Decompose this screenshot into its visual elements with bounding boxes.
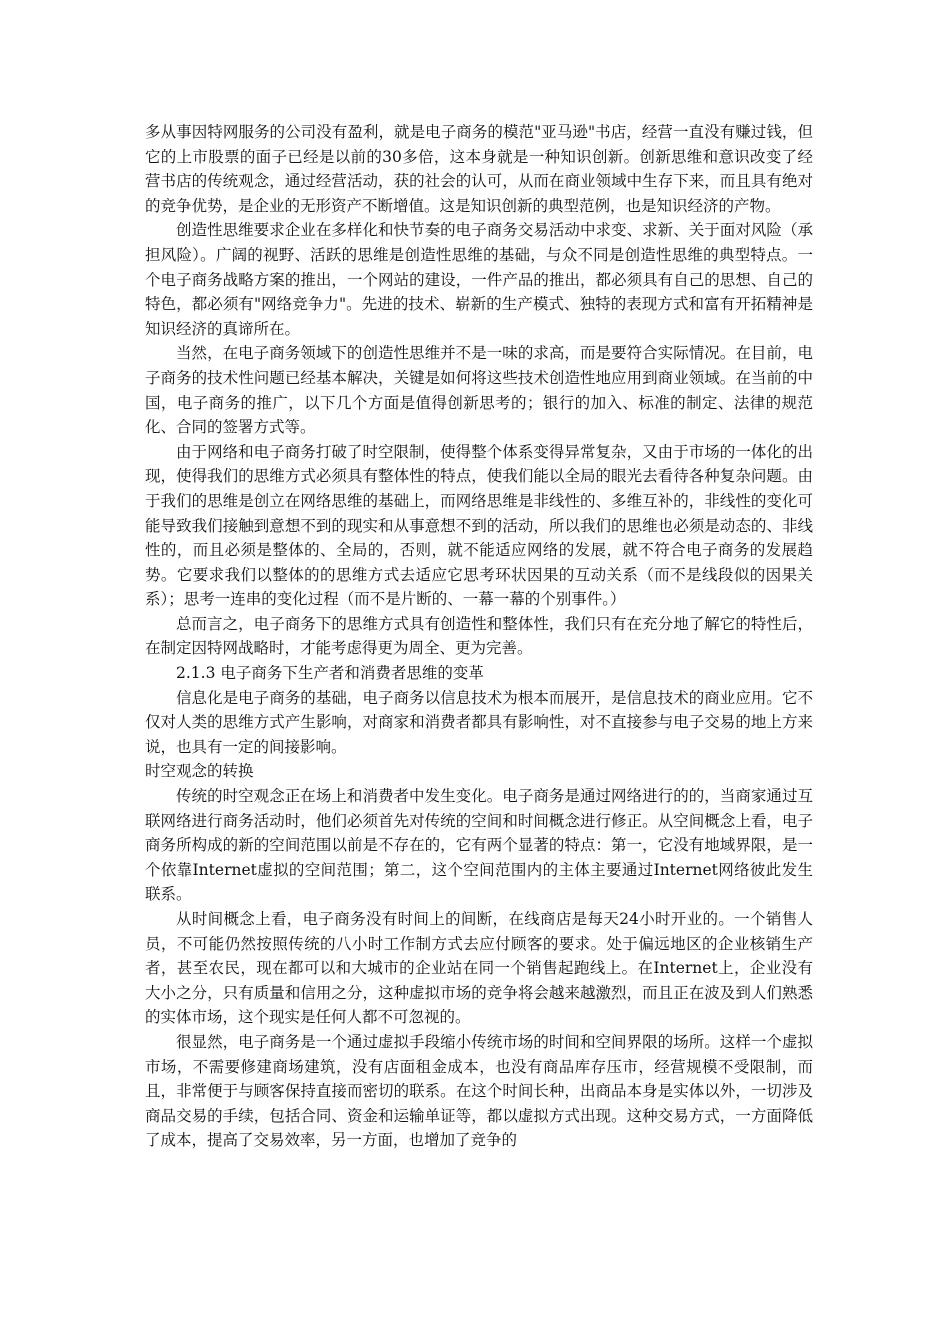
subheading-time-space: 时空观念的转换 bbox=[145, 762, 254, 781]
paragraph-virtual-market: 很显然，电子商务是一个通过虚拟手段缩小传统市场的时间和空间界限的场所。这样一个虚拟市场，不需要修建商场建筑，没有店面租金成本，也没有商品库存压市，经营规模不受限制，而且，非常便于与顾客保持直接而密切的联系。在这个时间长种，出商品本身是实体以外，一切涉及商品交易的手续，包括合同、资金和运输单证等，都以虚拟方式出现。这种交易方式，一方面降低了成本，提高了交易效率，另一方面，也增加了竞争的 bbox=[145, 1032, 813, 1150]
paragraph-practical-creativity: 当然，在电子商务领域下的创造性思维并不是一味的求高，而是要符合实际情况。在目前，电子商务的技术性问题已经基本解决，关键是如何将这些技术创造性地应用到商业领域。在当前的中国，电子商务的推广，以下几个方面是值得创新思考的；银行的加入、标准的制定、法律的规范化、合同的签署方式等。 bbox=[145, 344, 813, 437]
section-heading-2-1-3: 2.1.3 电子商务下生产者和消费者思维的变革 bbox=[176, 664, 484, 683]
document-body bbox=[145, 120, 813, 1153]
paragraph-continuation: 多从事因特网服务的公司没有盈利，就是电子商务的模范"亚马逊"书店，经营一直没有赚过钱，但它的上市股票的面子已经是以前的30多倍，这本身就是一种知识创新。创新思维和意识改变了经营书店的传统观念，通过经营活动，获的社会的认可，从而在商业领域中生存下来，而且具有绝对的竞争优势，是企业的无形资产不断增值。这是知识创新的典型范例，也是知识经济的产物。 bbox=[145, 123, 813, 215]
paragraph-space-concept: 传统的时空观念正在场上和消费者中发生变化。电子商务是通过网络进行的的，当商家通过互联网络进行商务活动时，他们必须首先对传统的空间和时间概念进行修正。从空间概念上看，电子商务所构成的新的空间范围以前是不存在的，它有两个显著的特点：第一，它没有地域界限，是一个依靠Internet虚拟的空间范围；第二，这个空间范围内的主体主要通过Internet网络彼此发生联系。 bbox=[145, 787, 813, 904]
paragraph-holistic-thinking: 由于网络和电子商务打破了时空限制，使得整个体系变得异常复杂，又由于市场的一体化的出现，使得我们的思维方式必须具有整体性的特点，使我们能以全局的眼光去看待各种复杂问题。由于我们的思维是创立在网络思维的基础上，而网络思维是非线性的、多维互补的，非线性的变化可能导致我们接触到意想不到的现实和从事意想不到的活动，所以我们的思维也必须是动态的、非线性的，而且必须是整体的、全局的，否则，就不能适应网络的发展，就不符合电子商务的发展趋势。它要求我们以整体的的思维方式去适应它思考环状因果的互动关系（而不是线段似的因果关系）；思考一连串的变化过程（而不是片断的、一幕一幕的个别事件。） bbox=[145, 442, 813, 609]
paragraph-informatization: 信息化是电子商务的基础，电子商务以信息技术为根本而展开，是信息技术的商业应用。它不仅对人类的思维方式产生影响，对商家和消费者都具有影响性，对不直接参与电子交易的地上方来说，也具有一定的间接影响。 bbox=[145, 688, 813, 756]
paragraph-creative-thinking: 创造性思维要求企业在多样化和快节奏的电子商务交易活动中求变、求新、关于面对风险（承担风险）。广阔的视野、活跃的思维是创造性思维的基础，与众不同是创造性思维的典型特点。一个电子商务战略方案的推出，一个网站的建设，一件产品的推出，都必须具有自己的思想、自己的特色，都必须有"网络竞争力"。先进的技术、崭新的生产模式、独特的表现方式和富有开拓精神是知识经济的真谛所在。 bbox=[145, 221, 813, 338]
paragraph-summary: 总而言之，电子商务下的思维方式具有创造性和整体性，我们只有在充分地了解它的特性后，在制定因特网战略时，才能考虑得更为周全、更为完善。 bbox=[145, 614, 813, 658]
paragraph-time-concept: 从时间概念上看，电子商务没有时间上的间断，在线商店是每天24小时开业的。一个销售人员，不可能仍然按照传统的八小时工作制方式去应付顾客的要求。处于偏远地区的企业核销生产者，甚至农民，现在都可以和大城市的企业站在同一个销售起跑线上。在Internet上，企业没有大小之分，只有质量和信用之分，这种虚拟市场的竞争将会越来越激烈，而且正在波及到人们熟悉的实体市场，这个现实是任何人都不可忽视的。 bbox=[145, 910, 813, 1027]
